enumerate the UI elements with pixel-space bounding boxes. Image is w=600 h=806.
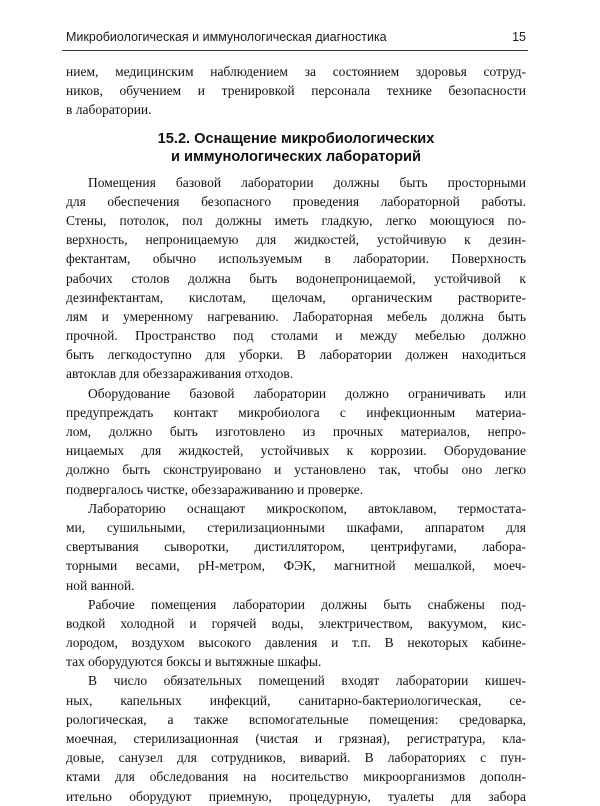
- text-line: Помещения базовой лаборатории должны быть просторными: [88, 174, 526, 190]
- page-body: [66, 62, 526, 806]
- running-header-title: Микробиологическая и иммунологическая диагностика: [66, 30, 387, 44]
- text-line: быть легкодоступно для уборки. В лаборатории должен находиться: [66, 347, 526, 363]
- text-line: дезинфектантам, кислотам, щелочам, органическим растворите-: [66, 289, 526, 305]
- text-line: моечная, стерилизационная (чистая и грязная), регистратура, кла-: [66, 731, 526, 746]
- text-line: для обеспечения безопасного проведения лабораторной работы.: [66, 193, 526, 209]
- text-line: должно быть сконструировано и установлено так, чтобы оно легко: [66, 462, 526, 478]
- page-number: 15: [512, 30, 526, 44]
- text-line: довые, санузел для сотрудников, виварий. В лабораториях с пун-: [66, 750, 526, 766]
- text-line: рологическая, а также вспомогательные помещения: средоварка,: [66, 711, 526, 727]
- text-line: Стены, потолок, пол должны иметь гладкую, легко моющуюся по-: [66, 212, 526, 228]
- text-line: верхность, непроницаемую для жидкостей, устойчивую к дезин-: [66, 232, 526, 248]
- text-line: фектантам, обычно используемым в лаборатории. Поверхность: [66, 251, 526, 267]
- text-line: Рабочие помещения лаборатории должны быть снабжены под-: [88, 596, 526, 612]
- paragraph-premises: [66, 173, 526, 384]
- text-line: Оборудование базовой лаборатории должно ограничивать или: [88, 385, 526, 401]
- text-line: рабочих столов должна быть водонепроницаемой, устойчивой к: [66, 270, 526, 286]
- text-line: ной ванной.: [66, 577, 135, 593]
- text-line: в лаборатории.: [66, 102, 152, 118]
- section-heading: [66, 130, 526, 167]
- text-line: тах оборудуются боксы и вытяжные шкафы.: [66, 654, 322, 670]
- paragraph-instruments: [66, 499, 526, 595]
- section-heading-line: 15.2. Оснащение микробиологических: [157, 130, 435, 147]
- text-line: лом, должно быть изготовлено из прочных материалов, непро-: [66, 424, 526, 439]
- text-line: ительно оборудуют приемную, процедурную, туалеты для забора: [66, 788, 526, 804]
- paragraph-equipment: [66, 384, 526, 499]
- text-line: ницаемых для жидкостей, устойчивых к коррозии. Оборудование: [66, 443, 526, 459]
- text-line: В число обязательных помещений входят лаборатории кишеч-: [88, 673, 526, 689]
- text-line: ных, капельных инфекций, санитарно-бактериологическая, се-: [66, 692, 526, 708]
- section-heading-line: и иммунологических лабораторий: [171, 149, 421, 166]
- text-line: ников, обучением и тренировкой персонала технике безопасности: [66, 83, 526, 99]
- text-line: торными весами, pH-метром, ФЭК, магнитной мешалкой, моеч-: [66, 558, 526, 574]
- text-line: Лабораторию оснащают микроскопом, автоклавом, термостата-: [88, 500, 526, 516]
- paragraph-rooms: [66, 671, 526, 805]
- header-divider: [62, 50, 528, 51]
- intro-paragraph: [66, 62, 526, 120]
- text-line: прочной. Пространство под столами и между мебелью должно: [66, 328, 526, 344]
- text-line: лям и умеренному нагреванию. Лабораторная мебель должна быть: [66, 308, 526, 324]
- text-line: предупреждать контакт микробиолога с инфекционным материа-: [66, 404, 526, 420]
- text-line: водкой холодной и горячей воды, электричеством, вакуумом, кис-: [66, 615, 526, 631]
- running-header: [66, 30, 526, 44]
- text-line: лородом, воздухом высокого давления и т.п. В некоторых кабине-: [66, 635, 526, 651]
- text-line: ктами для обследования на носительство микроорганизмов дополн-: [66, 769, 526, 785]
- text-line: свертывания сыворотки, дистиллятором, центрифугами, лабора-: [66, 539, 526, 555]
- paragraph-utilities: [66, 595, 526, 672]
- text-line: ми, сушильными, стерилизационными шкафами, аппаратом для: [66, 519, 526, 535]
- text-line: нием, медицинским наблюдением за состоянием здоровья сотруд-: [66, 64, 526, 79]
- text-line: автоклав для обеззараживания отходов.: [66, 366, 294, 382]
- text-line: подвергалось чистке, обеззараживанию и проверке.: [66, 481, 364, 497]
